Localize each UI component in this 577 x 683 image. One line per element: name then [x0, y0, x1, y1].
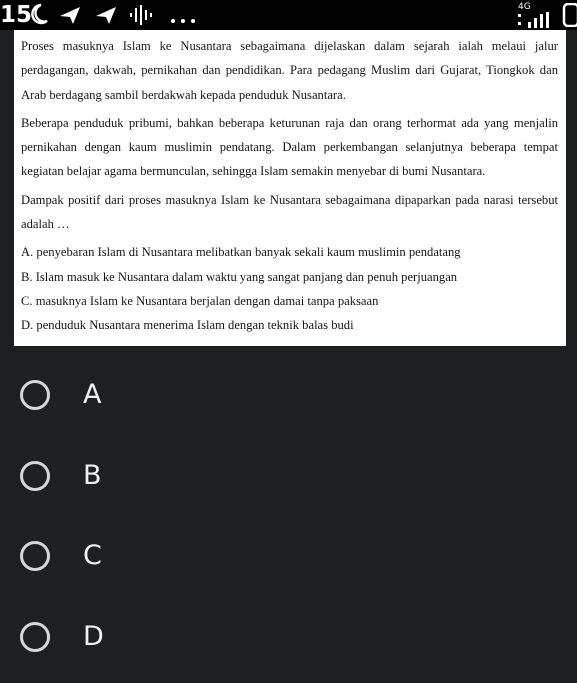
radio-button[interactable] [20, 461, 50, 491]
more-dots-icon [170, 11, 198, 29]
send-icon [58, 5, 82, 30]
question-paragraph: Beberapa penduduk pribumi, bahkan beberapa keturunan raja dan orang terhormat ada yang menjalin pernikahan dengan kaum muslimin pendatang. Dalam perkembangan selanjutnya beberapa tempat kegiatan belajar agama bermunculan, sehingga Islam semakin menyebar di bumi Nusantara. [21, 115, 558, 179]
audio-wave-icon [128, 4, 154, 31]
answer-choice-c[interactable] [0, 518, 577, 588]
answer-label: C [83, 540, 102, 571]
question-option-a: A. penyebaran Islam di Nusantara melibatkan banyak sekali kaum muslimin pendatang [21, 245, 461, 260]
radio-button[interactable] [20, 622, 50, 652]
answer-label: A [83, 379, 102, 410]
answer-choice-a[interactable] [0, 357, 577, 427]
answer-label: D [83, 621, 104, 652]
status-bar [0, 0, 577, 30]
question-option-c: C. masuknya Islam ke Nusantara berjalan dengan damai tanpa paksaan [21, 293, 379, 308]
battery-icon [561, 3, 577, 32]
answer-choice-d[interactable] [0, 599, 577, 669]
question-option-d: D. penduduk Nusantara menerima Islam dengan teknik balas budi [21, 318, 354, 333]
question-card [14, 30, 566, 346]
status-time: 15 [0, 2, 33, 28]
question-option-b: B. Islam masuk ke Nusantara dalam waktu yang sangat panjang dan penuh perjuangan [21, 269, 458, 284]
answer-label: B [83, 460, 102, 491]
moon-icon [28, 3, 48, 30]
send-icon [94, 5, 118, 30]
radio-button[interactable] [20, 380, 50, 410]
answer-choice-b[interactable] [0, 438, 577, 508]
question-prompt: Dampak positif dari proses masuknya Islam ke Nusantara sebagaimana dipaparkan pada narasi tersebut adalah … [21, 192, 558, 232]
radio-button[interactable] [20, 541, 50, 571]
question-paragraph: Proses masuknya Islam ke Nusantara sebagaimana dijelaskan dalam sejarah ialah melaui jalur perdagangan, dakwah, pernikahan dan pendidikan. Para pedagang Muslim dari Gujarat, Tiongkok dan Arab berdagang sambil berdakwah kepada penduduk Nusantara. [21, 39, 558, 102]
network-type-label: 4G [518, 2, 531, 12]
